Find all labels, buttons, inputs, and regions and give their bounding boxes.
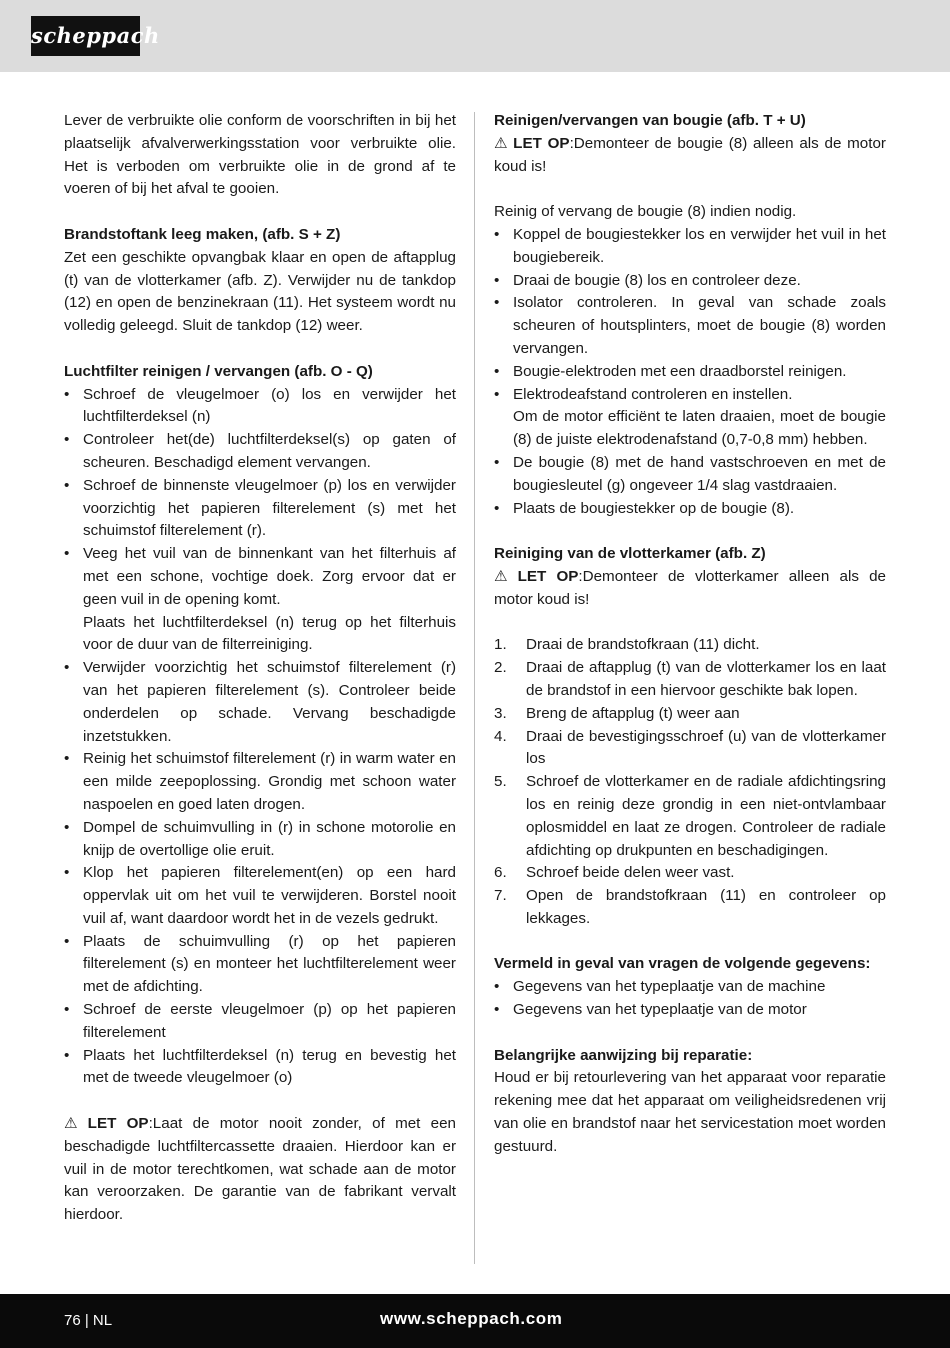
air-filter-warning: ⚠ LET OP:Laat de motor nooit zonder, of met een beschadigde luchtfiltercassette draaien. Hierdoor kan er vuil in de motor terechtkomen, wat schade aan de motor kan veroorzaken. De garantie van de fabrikant vervalt hierdoor.	[64, 1115, 456, 1224]
warning-label: LET OP	[87, 1115, 149, 1133]
tank-paragraph: Zet een geschikte opvangbak klaar en open de aftapplug (t) van de vlotterkamer (afb. Z). Verwijder nu de tankdop (12) en open de benzinekraan (11). Het systeem wordt nu volledig geleegd. Sluit de tankdop (12) weer.	[64, 248, 456, 335]
step-item: 1. Draai de brandstofkraan (11) dicht.	[494, 636, 760, 654]
bullet-icon: •	[64, 1046, 70, 1064]
bullet-icon: •	[494, 453, 500, 471]
step-item: 4. Draai de bevestigingsschroef (u) van de vlotterkamer los	[494, 727, 886, 768]
oil-disposal-paragraph: Lever de verbruikte olie conform de voorschriften in bij het plaatselijk afvalverwerkingsstation voor verbruikte olie. Het is verboden om verbruikte olie in de grond af te voeren of bij het afval te gooien.	[64, 112, 456, 198]
bullet-icon: •	[64, 431, 70, 449]
list-item: • Gegevens van het typeplaatje van de motor	[494, 999, 886, 1022]
header-band	[0, 0, 950, 72]
list-item-continuation: Plaats het luchtfilterdeksel (n) terug op het filterhuis voor de duur van de filterreiniging.	[83, 613, 456, 654]
website-url[interactable]: www.scheppach.com	[380, 1309, 563, 1328]
bullet-icon: •	[494, 294, 500, 312]
column-divider	[474, 112, 475, 1264]
list-item: • Schroef de vleugelmoer (o) los en verwijder het luchtfilterdeksel (n)	[64, 385, 456, 426]
step-item: 5. Schroef de vlotterkamer en de radiale afdichtingsring los en reinig deze grondig in een niet-ontvlambaar oplosmiddel en laat ze drogen. Controleer de radiale afdichting op drukpunten en beschadigingen.	[494, 773, 886, 859]
list-item: • Plaats de schuimvulling (r) op het papieren filterelement (s) en monteer het luchtfilterelement weer met de afdichting.	[64, 932, 456, 996]
bullet-icon: •	[64, 932, 70, 950]
list-item: • Klop het papieren filterelement(en) op een hard oppervlak uit om het vuil te verwijderen. Borstel nooit vuil af, want daardoor wordt het in de vezels gedrukt.	[64, 864, 456, 927]
tank-heading: Brandstoftank leeg maken, (afb. S + Z)	[64, 225, 341, 243]
bullet-icon: •	[64, 659, 70, 677]
float-chamber-heading: Reiniging van de vlotterkamer (afb. Z)	[494, 545, 766, 563]
spark-plug-list	[494, 224, 886, 520]
step-item: 3. Breng de aftapplug (t) weer aan	[494, 704, 740, 722]
list-item: • Bougie-elektroden met een draadborstel reinigen.	[494, 361, 886, 384]
list-item: • Veeg het vuil van de binnenkant van het filterhuis af met een schone, vochtige doek. Zorg ervoor dat er geen vuil in de opening komt. Plaats het luchtfilterdeksel (n) terug op het filterhuis voor de duur van de filterreiniging.	[64, 543, 456, 657]
warning-icon: ⚠	[64, 1115, 84, 1133]
warning-label: LET OP	[517, 567, 579, 585]
air-filter-list	[64, 384, 456, 1091]
bullet-icon: •	[494, 978, 500, 996]
spark-plug-warning: ⚠ LET OP:Demonteer de bougie (8) alleen als de motor koud is!	[494, 134, 886, 175]
step-item: 6. Schroef beide delen weer vast.	[494, 864, 735, 882]
contact-heading: Vermeld in geval van vragen de volgende gegevens:	[494, 955, 871, 973]
spark-plug-intro: Reinig of vervang de bougie (8) indien nodig.	[494, 203, 797, 221]
warning-icon: ⚠	[494, 567, 514, 585]
list-item: • Dompel de schuimvulling in (r) in schone motorolie en knijp de overtollige olie eruit.	[64, 818, 456, 859]
bullet-icon: •	[494, 1001, 500, 1019]
bullet-icon: •	[494, 362, 500, 380]
float-chamber-steps	[494, 634, 886, 930]
bullet-icon: •	[64, 385, 70, 403]
list-item: • Schroef de binnenste vleugelmoer (p) los en verwijder voorzichtig het papieren filterelement (s) met het schuimstof filterelement (r).	[64, 476, 456, 540]
repair-paragraph: Houd er bij retourlevering van het apparaat voor reparatie rekening mee dat het apparaat om veiligheidsredenen vrij van olie en brandstof naar het servicestation moet worden gestuurd.	[494, 1069, 886, 1155]
bullet-icon: •	[64, 818, 70, 836]
bullet-icon: •	[494, 385, 500, 403]
warning-icon: ⚠	[494, 134, 510, 152]
list-item: • Isolator controleren. In geval van schade zoals scheuren of houtsplinters, moet de bougie (8) worden vervangen.	[494, 294, 886, 357]
bullet-icon: •	[494, 499, 500, 517]
repair-heading: Belangrijke aanwijzing bij reparatie:	[494, 1046, 753, 1064]
footer-bar	[0, 1294, 950, 1348]
list-item: • Draai de bougie (8) los en controleer deze.	[494, 270, 886, 293]
scheppach-logo: scheppach	[31, 16, 140, 56]
list-item: • Elektrodeafstand controleren en instellen. Om de motor efficiënt te laten draaien, moet de bougie (8) de juiste elektrodenafstand (0,7-0,8 mm) hebben.	[494, 384, 886, 452]
left-column	[64, 110, 456, 1227]
step-item: 2. Draai de aftapplug (t) van de vlotterkamer los en laat de brandstof in een hiervoor geschikte bak lopen.	[494, 659, 886, 699]
bullet-icon: •	[64, 476, 70, 494]
list-item: • Reinig het schuimstof filterelement (r) in warm water en een milde zeepoplossing. Grondig met schoon water naspoelen en goed laten drogen.	[64, 750, 456, 813]
right-column	[494, 110, 886, 1159]
list-item: • Controleer het(de) luchtfilterdeksel(s) op gaten of scheuren. Beschadigd element vervangen.	[64, 431, 456, 471]
list-item: • Koppel de bougiestekker los en verwijder het vuil in het bougiebereik.	[494, 225, 886, 266]
list-item: • Schroef de eerste vleugelmoer (p) op het papieren filterelement	[64, 1001, 456, 1041]
bullet-icon: •	[64, 545, 70, 563]
list-item: • Verwijder voorzichtig het schuimstof filterelement (r) van het papieren filterelement (s). Controleer beide onderdelen op schade. Vervang beschadigde inzetstukken.	[64, 659, 456, 745]
list-item: • Plaats het luchtfilterdeksel (n) terug en bevestig het met de tweede vleugelmoer (o)	[64, 1046, 456, 1087]
list-item-continuation: Om de motor efficiënt te laten draaien, moet de bougie (8) de juiste elektrodenafstand (0,7-0,8 mm) hebben.	[513, 408, 886, 449]
list-item: • De bougie (8) met de hand vastschroeven en met de bougiesleutel (g) ongeveer 1/4 slag vastdraaien.	[494, 453, 886, 494]
air-filter-heading: Luchtfilter reinigen / vervangen (afb. O - Q)	[64, 362, 373, 380]
bullet-icon: •	[494, 225, 500, 243]
bullet-icon: •	[494, 271, 500, 289]
spark-plug-heading: Reinigen/vervangen van bougie (afb. T + U)	[494, 112, 806, 129]
bullet-icon: •	[64, 750, 70, 768]
list-item: • Plaats de bougiestekker op de bougie (8).	[494, 498, 886, 521]
list-item: • Gegevens van het typeplaatje van de machine	[494, 976, 886, 999]
step-item: 7. Open de brandstofkraan (11) en controleer op lekkages.	[494, 887, 886, 927]
contact-list	[494, 976, 886, 1022]
float-chamber-warning: ⚠ LET OP:Demonteer de vlotterkamer alleen als de motor koud is!	[494, 567, 886, 608]
warning-label: LET OP	[513, 134, 570, 152]
page-number: 76 | NL	[64, 1312, 113, 1329]
bullet-icon: •	[64, 1001, 70, 1019]
bullet-icon: •	[64, 864, 70, 882]
